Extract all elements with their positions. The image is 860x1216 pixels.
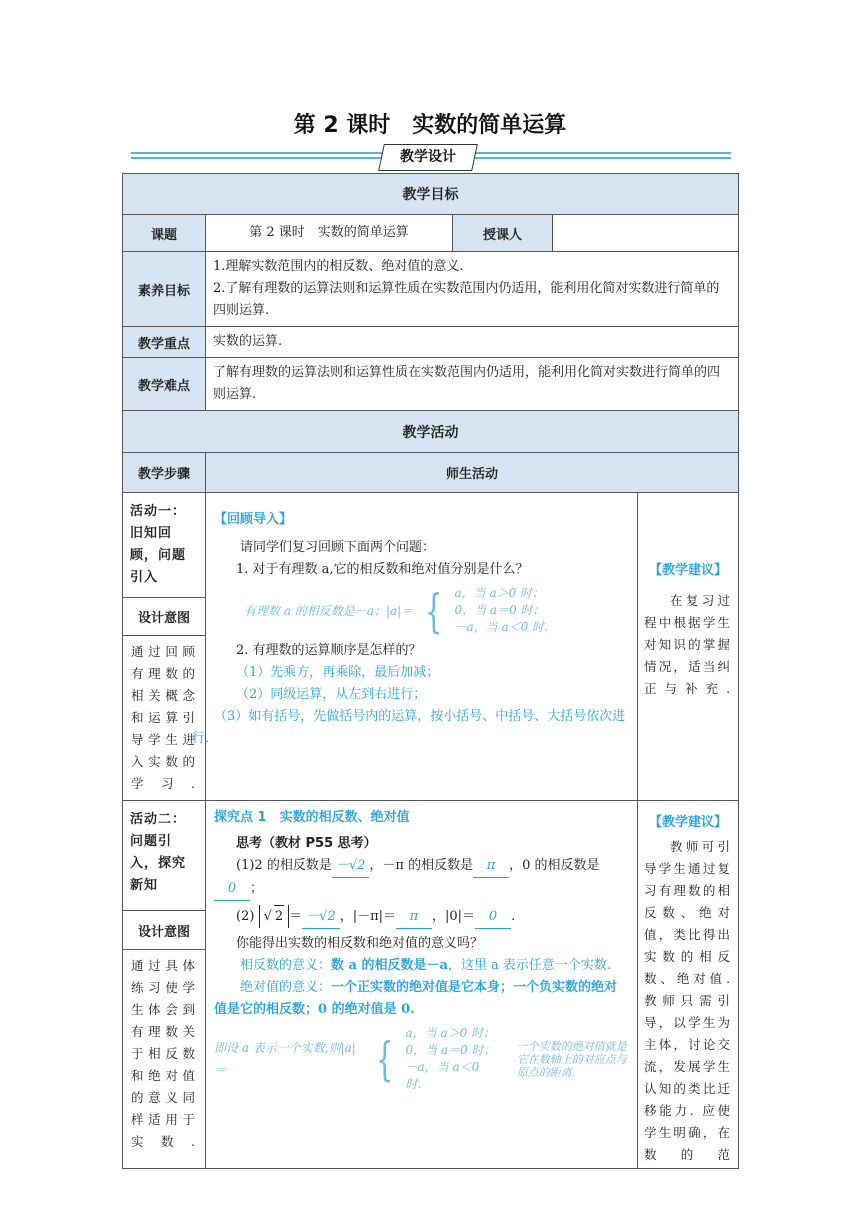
opposite-bold: 数 a 的相反数是－a [331,958,448,973]
think-label: 思考（教材 P55 思考） [236,836,377,851]
activity2-formula [214,1021,629,1097]
radicand: 2 [274,905,284,928]
page-title: 第 2 课时 实数的简单运算 [293,113,567,138]
activity2-question: 你能得出实数的相反数和绝对值的意义吗？ [236,936,484,951]
activity2-opposite [214,955,629,977]
activity2-tip-text: 教师可引导学生通过复习有理数的相反数、绝对值，类比得出实数的相反数、绝对值. 教师只需引导，以学生为主体，讨论交流，发展学生认知的类比迁移能力. 应使学生明确，在数的范 [644,839,733,1162]
steps-label: 教学步骤 [123,453,206,493]
key-label: 教学重点 [123,327,206,358]
difficult-label: 教学难点 [123,358,206,411]
line2-prefix: (2) [236,909,255,924]
line1-text-c: ，0 的相反数是 [509,858,600,873]
answer-blank: π [473,855,509,878]
formula-case: 0，当 a＝0 时； [454,603,545,617]
activity1-content [192,493,638,801]
activity1-q1: 1. 对于有理数 a,它的相反数和绝对值分别是什么？ [236,562,529,577]
teacher-label: 授课人 [453,215,553,252]
literacy-goals [206,252,739,327]
activity1-title: 活动一：旧知回顾，问题引入 [123,493,206,598]
activity1-tip-label: 【教学建议】 [649,563,728,578]
activity2-line1 [214,855,629,878]
line1-text-b: ，－π 的相反数是 [369,858,474,873]
formula-cases [406,1025,497,1093]
activity2-intent-label: 设计意图 [123,910,206,950]
activity1-answer: （2）同级运算，从左到右进行； [236,687,427,702]
literacy-item: 1.理解实数范围内的相反数、绝对值的意义. [213,259,464,274]
line2-mid2: ，|0|＝ [432,909,476,924]
opposite-tail: ，这里 a 表示任意一个实数. [447,958,612,973]
activity1-q2: 2. 有理数的运算顺序是怎样的？ [236,643,422,658]
teacher-value [553,215,739,252]
formula-lead: 有理数 a 的相反数是－a；|a|＝ [244,603,414,618]
activity2-tip [638,801,739,1169]
abs-sqrt2: √ 2 [259,905,290,928]
literacy-item: 2.了解有理数的运算法则和运算性质在实数范围内仍适用，能利用化简对实数进行简单的四则运算. [213,281,720,318]
activities-header: 教学活动 [123,411,739,453]
activity1-tip-text: 在复习过程中根据学生对知识的掌握情况，适当纠正与补充. [644,593,733,696]
activity2-line2: (2) √ 2 ＝ －√2 ，|－π|＝ π ，|0|＝ 0 . [214,905,629,929]
brace-symbol: { [425,583,443,638]
activity1-tip [638,493,739,801]
activity1-answer: （1）先乘方，再乘除，最后加减； [236,665,440,680]
answer-blank: 0 [214,878,250,901]
formula-cases [454,585,547,636]
brace-symbol: { [376,1032,394,1086]
activity2-content [206,801,638,1169]
formula-case: a，当 a＞0 时； [405,1026,496,1040]
literacy-label: 素养目标 [123,252,206,327]
goals-header: 教学目标 [123,174,739,215]
answer-blank: －√2 [332,855,370,878]
difficult-value: 了解有理数的运算法则和运算性质在实数范围内仍适用，能利用化简对实数进行简单的四则运算. [206,358,739,411]
opposite-lead: 相反数的意义： [240,958,332,973]
answer-blank: π [396,906,432,929]
activity2-tip-label: 【教学建议】 [649,815,728,830]
activity2-think [214,833,629,855]
lesson-table [122,173,739,1169]
activity1-intro: 请同学们复习回顾下面两个问题： [240,540,436,555]
line1-text-a: (1)2 的相反数是 [236,858,332,873]
formula-case: a，当 a＞0 时； [454,586,545,600]
topic-value: 第 2 课时 实数的简单运算 [206,215,453,252]
activity-label: 师生活动 [206,453,739,493]
activity2-abs [214,977,629,1021]
formula-case: 0，当 a＝0 时； [405,1043,496,1057]
activity1-formula [214,581,629,640]
formula-case: －a，当 a＜0 时. [454,620,548,634]
key-value: 实数的运算. [206,327,739,358]
formula-note: 一个实数的绝对值就是它在数轴上的对应点与原点的距离. [516,1039,627,1079]
activity1-section: 【回顾导入】 [214,512,293,527]
abs-lead: 绝对值的意义： [240,980,332,995]
answer-blank: －√2 [302,906,340,929]
activity2-section: 探究点 1 实数的相反数、绝对值 [214,810,410,825]
abs-bold: 一个正实数的绝对值是它本身；一个负实数的绝对值是它的相反数；0 的绝对值是 0. [214,980,618,1017]
formula-case: －a，当 a＜0 时. [405,1060,480,1091]
activity2-line1-cont: 0 ； [214,878,629,901]
activity1-intent-label: 设计意图 [123,598,206,636]
activity2-title: 活动二：问题引入，探究新知 [123,801,206,911]
answer-blank: 0 [475,906,511,929]
line2-mid: ，|－π|＝ [339,909,397,924]
banner-label: 教学设计 [400,149,456,165]
activity1-intent: 通过回顾有理数的相关概念和运算引导学生进入实数的学习. [123,636,206,801]
formula-lead: 即设 a 表示一个实数,则|a|＝ [214,1041,356,1077]
activity1-answer: （3）如有括号，先做括号内的运算，按小括号、中括号、大括号依次进行. [192,709,626,746]
activity2-intent: 通过具体练习使学生体会到有理数关于相反数和绝对值的意义同样适用于实数. [123,950,206,1169]
banner-tag [378,144,478,171]
topic-label: 课题 [123,215,206,252]
